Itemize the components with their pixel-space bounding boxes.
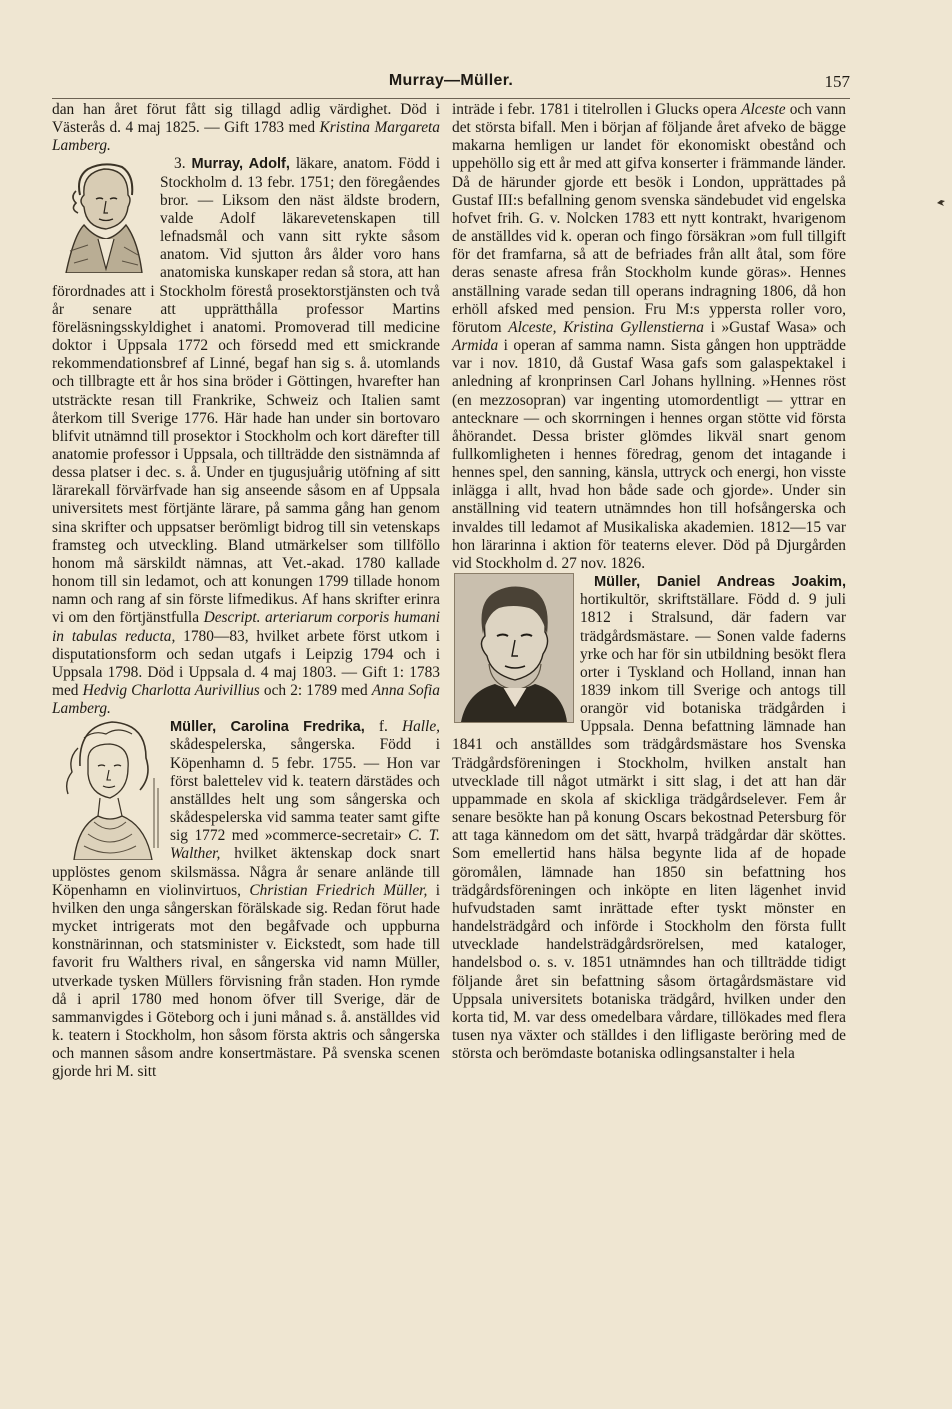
portrait-mueller-carolina — [54, 718, 164, 860]
entry-mueller-daniel — [452, 573, 846, 1063]
portrait-carolina-drawing — [54, 718, 164, 860]
portrait-murray-adolf — [54, 155, 154, 273]
murray-work-title: Descript. arteriarum corporis humani in tabulas reducta, — [52, 609, 440, 645]
carolina-prefix: f. — [378, 718, 388, 736]
carolina-maiden-name: Halle, — [401, 718, 440, 736]
carolina-text-3: i hvilken den unga sångerskan förälskade sig. Redan förut hade mycket intrigerats mot den begåfvade och uppburna konstnärinnan, och statsminister v. Eickstedt, som hade till favorit fru Walthers rival, en sångerska vid namn Müller, utverkade tysken Müllers förvisning från staden. Hon rymde då i april 1780 med honom öfver till Sverige, där de sammanvigdes i Göteborg och i juni månad s. å. anställdes vid k. teatern i Stockholm, hon såsom första aktris och sångerska och mannen såsom andre konsertmästare. På svenska scenen gjorde hri M. sitt — [52, 881, 440, 1081]
murray-text-1: läkare, anatom. Född i Stockholm d. 13 febr. 1751; den föregåendes bror. — Liksom den näst äldste brodern, valde Adolf läkarevetenskapen till lefnadsmål och vann sitt rykte såsom anatom. Vid sjutton års ålder voro hans anatomiska kunskaper redan så stora, att han förordnades att i Stockholm förestå prosektorstjänsten och två år senare att upprätthålla professor Martins föreläsningsskyldighet i anatomi. Promoverad till medicine doktor i Uppsala 1772 och försedd med ett smickrande rekommendationsbref af Linné, begaf han sig s. å. utomlands och tillbragte ett år hos sina bröder i Göttingen, hvarefter han utsträckte resan till Frankrike, Schweiz och Italien samt återkom till Sverige 1776. Här hade han under sin bortovaro blifvit utnämnd till prosektor i Stockholm och kort därefter till anatomie professor i Uppsala, och tillträdde den sistnämnda af dessa platser i dec. s. å. Under en tjugusjuårig utöfning af sitt lärarekall förvärfvade han sig anseende såsom en af Uppsala universitets mest förtjänte lärare, på samma gång han genom sina skrifter och uppsatser berömligt bidrog till sin vetenskaps framsteg och utveckling. Bland utmärkelser som tillföllo honom må särskildt nämnas, att Vet.-akad. 1780 kallade honom till sin ledamot, och att konungen 1799 tillade honom namn och rang af sin förste lifmedikus. Af hans skrifter erinra vi om den förtjänstfulla — [52, 155, 440, 627]
right-text-3: i »Gustaf Wasa» och — [710, 318, 846, 336]
portrait-murray-drawing — [54, 155, 154, 273]
carolina-continued — [452, 101, 846, 573]
carolina-husband: C. T. Walther, — [170, 827, 440, 863]
page-header — [52, 70, 850, 96]
opera-alceste: Alceste — [741, 101, 786, 118]
right-text-1: inträde i febr. 1781 i titelrollen i Glucks opera — [452, 101, 737, 118]
intro-spouse: Kristina Margareta Lamberg. — [52, 119, 440, 155]
murray-name: Murray, Adolf, — [191, 156, 290, 173]
right-column — [452, 101, 846, 1341]
carolina-violinist: Christian Friedrich Müller, — [249, 881, 428, 899]
murray-number: 3. — [174, 155, 186, 173]
paragraph-intro — [52, 101, 440, 155]
daniel-text: hortikultör, skriftställare. Född d. 9 juli 1812 i Stralsund, där fadern var trädgårdsmästare. — Sonen valde faderns yrke och har för sin utbildning besökt flera orter i Tyskland och Holland, innan han 1839 inkom till Sverige och antogs till orangör vid botaniska trädgården i Uppsala. Denna befattning lämnade han 1841 och anställdes som trädgårdsmästare hos Svenska Trädgårdsföreningen i Stockholm, hvilken anstalt han utvecklade till något utmärkt i sitt slag, i det att han där uppammade en skola af skickliga trädgårdselever. Fem år senare besökte han på konung Oscars bekostnad Petersburg för att taga kännedom om det sätt, hvarpå trädgårdar där sköttes. Som emellertid hans hälsa begynte lida af de hopade göromålen, lämnade han 1850 sin befattning hos trädgårdsföreningen och inköpte en liten lägenhet invid hufvudstaden samt inrättade efter tyskt mönster en handelsträdgård och införde i Stockholm den första fullt utvecklade handelsträdgårdsrörelsen, med kataloger, handelsbod o. s. v. 1851 utnämndes han och tillträdde tidigt följande året sin befattning såsom örtagårdsmästare vid Uppsala universitets botaniska trädgård, hvilken under den korta tid, M. var dess omedelbara vårdare, tillökades med flera tusen nya växter och ställdes i den lifligaste beröring med de största och berömdaste botaniska odlingsanstalter i hela — [452, 591, 846, 1063]
page-number: 157 — [824, 72, 850, 91]
murray-text-2: 1780—83, hvilket arbete först utkom i disputationsform och sedan utgafs i Leipzig 1794 och i Uppsala 1798. Död i Uppsala d. 4 maj 1803. — Gift 1: 1783 med — [52, 627, 440, 699]
role-armida: Armida — [452, 337, 499, 355]
margin-ink-mark — [936, 197, 946, 207]
portrait-daniel-drawing — [455, 574, 573, 722]
roles-list: Alceste, Kristina Gyllenstierna — [508, 318, 704, 336]
entry-mueller-carolina — [52, 718, 440, 1081]
daniel-name: Müller, Daniel Andreas Joakim, — [594, 574, 846, 591]
header-rule — [52, 98, 850, 99]
portrait-mueller-daniel — [454, 573, 574, 723]
intro-text: dan han året förut fått sig tillagd adlig värdighet. Död i Västerås d. 4 maj 1825. — Gift 1783 med — [52, 101, 440, 137]
right-text-4: i operan af samma namn. Sista gången hon uppträdde var i nov. 1810, då Gustaf Wasa gafs som galaspektakel i anledning af kronprinsen Carl Johans hyllning. »Hennes röst (en mezzosopran) var ingenting utomordentligt — yttrar en antecknare — och skorrningen i hennes organ stötte vid första åhörandet. Dessa brister glömdes likväl snart genom fullkomligheten i hennes föredrag, genom det intagande i hennes spel, den sanning, känsla, uttryck och energi, hon visste inlägga i allt, hvad hon både sade och gjorde». Under sin anställning vid teatern utnämndes hon till hofsångerska och invaldes till ledamot af Musikaliska akademien. 1812—15 var hon lärarinna i aktion för teaterns elever. Död på Djurgården vid Stockholm d. 27 nov. 1826. — [452, 337, 846, 572]
carolina-text-1: skådespelerska, sångerska. Född i Köpenhamn d. 5 febr. 1755. — Hon var först balettelev vid k. teatern därstädes och anställdes helt ung som sångerska och skådespelerska vid samma teater samt gifte sig 1772 med »commerce-secretair» — [170, 736, 440, 845]
right-text-2: och vann det största bifall. Men i början af följande året afveko de bägge makarna hemligen ur landet för ekonomiskt obestånd och uppehöllo sig ett år med att gifva konserter i främmande länder. Då de härunder gjorde ett besök i London, upprättades på Gustaf III:s befallning genom svenska sändebudet vid engelska hofvet frih. G. v. Nolcken 1783 ett nytt kontrakt, hvarigenom de anställdes vid k. operan och fingo försäkran »om full tillgift för det framfarna, så att de befriades från allt åtal, som före deras senaste afresa från Stockholm kunde göras». Hennes anställning varade sedan till operans indragning 1806, då hon erhöll afsked med pension. Fru M:s yppersta roller voro, förutom — [452, 101, 846, 336]
murray-text-3: och 2: 1789 med — [263, 682, 368, 699]
murray-spouse-1: Hedvig Charlotta Aurivillius — [82, 682, 260, 699]
running-title: Murray—Müller. — [388, 72, 514, 89]
murray-spouse-2: Anna Sofia Lamberg. — [52, 682, 440, 718]
entry-murray-adolf — [52, 155, 440, 718]
left-column — [52, 101, 440, 1341]
carolina-name: Müller, Carolina Fredrika, — [170, 719, 365, 736]
carolina-text-2: hvilket äktenskap dock snart upplöstes genom skilsmässa. Några år senare anlände till Köpenhamn en violinvirtuos, — [52, 845, 440, 899]
